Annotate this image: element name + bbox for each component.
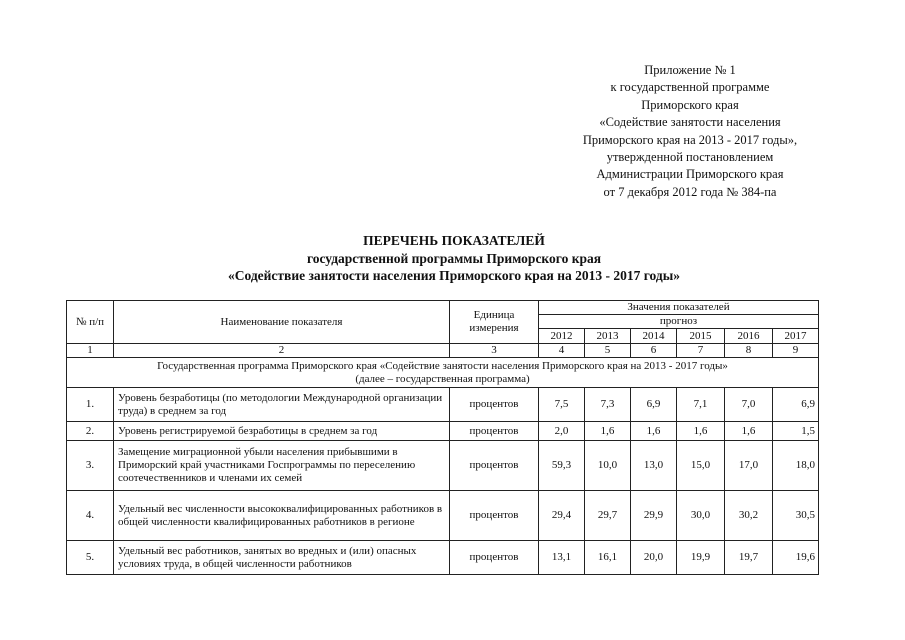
column-numbers-row [67,344,819,358]
column-number: 9 [773,344,819,358]
value-cell: 13,1 [539,541,585,575]
year-cell: 2017 [773,329,819,344]
value-cell: 16,1 [585,541,631,575]
year-cell: 2015 [677,329,725,344]
annex-line: к государственной программе [610,80,770,95]
value-cell: 1,6 [631,422,677,441]
value-cell: 19,9 [677,541,725,575]
header-row [67,301,819,315]
annex-line: от 7 декабря 2012 года № 384-па [603,184,777,199]
table-row [67,441,819,491]
value-cell: 7,1 [677,388,725,422]
year-cell: 2016 [725,329,773,344]
value-cell: 1,6 [725,422,773,441]
column-number: 7 [677,344,725,358]
value-cell: 30,5 [773,491,819,541]
row-number: 2. [67,422,114,441]
column-number: 1 [67,344,114,358]
unit-cell: процентов [450,441,539,491]
value-cell: 15,0 [677,441,725,491]
value-cell: 2,0 [539,422,585,441]
document-heading [140,232,768,285]
value-cell: 20,0 [631,541,677,575]
heading-line: государственной программы Приморского края [306,250,602,266]
indicator-name: Уровень безработицы (по методологии Международной организации труда) в среднем за год [114,388,450,422]
unit-cell: процентов [450,422,539,441]
unit-cell: процентов [450,388,539,422]
column-number: 4 [539,344,585,358]
column-number: 3 [450,344,539,358]
value-cell: 30,0 [677,491,725,541]
value-cell: 30,2 [725,491,773,541]
indicator-name: Удельный вес работников, занятых во вредных и (или) опасных условиях труда, в общей численности работников [114,541,450,575]
heading-line: «Содействие занятости населения Приморского края на 2013 - 2017 годы» [227,268,681,283]
program-subtitle: (далее – государственная программа) [355,372,530,385]
col-name-header: Наименование показателя [114,301,450,344]
unit-cell: процентов [450,491,539,541]
value-cell: 1,6 [677,422,725,441]
program-title: Государственная программа Приморского края «Содействие занятости населения Приморского края на 2013 - 2017 годы» [157,359,728,372]
row-number: 3. [67,441,114,491]
value-cell: 59,3 [539,441,585,491]
row-number: 5. [67,541,114,575]
indicators-table [66,300,819,575]
year-cell: 2013 [585,329,631,344]
annex-note [540,62,840,201]
forecast-header: прогноз [539,315,819,329]
annex-line: Приморского края [641,97,739,112]
table-row [67,541,819,575]
value-cell: 7,0 [725,388,773,422]
table-row [67,388,819,422]
value-cell: 6,9 [773,388,819,422]
col-num-header: № п/п [67,301,114,344]
indicator-name: Уровень регистрируемой безработицы в среднем за год [114,422,450,441]
value-cell: 29,7 [585,491,631,541]
annex-line: Приморского края на 2013 - 2017 годы», [582,132,798,147]
annex-line: Приложение № 1 [644,63,736,77]
value-cell: 6,9 [631,388,677,422]
value-cell: 13,0 [631,441,677,491]
table-row [67,422,819,441]
column-number: 6 [631,344,677,358]
value-cell: 1,5 [773,422,819,441]
table-row [67,491,819,541]
year-cell: 2014 [631,329,677,344]
column-number: 5 [585,344,631,358]
value-cell: 29,9 [631,491,677,541]
indicator-name: Удельный вес численности высококвалифицированных работников в общей численности квалифицированных работников в регионе [114,491,450,541]
annex-line: утвержденной постановлением [606,150,774,165]
value-cell: 7,5 [539,388,585,422]
indicator-name: Замещение миграционной убыли населения прибывшими в Приморский край участниками Госпрограммы по переселению соотечественников и членами их семей [114,441,450,491]
value-cell: 7,3 [585,388,631,422]
row-number: 1. [67,388,114,422]
col-unit-header: Единица измерения [450,301,539,344]
row-number: 4. [67,491,114,541]
column-number: 2 [114,344,450,358]
column-number: 8 [725,344,773,358]
year-cell: 2012 [539,329,585,344]
annex-line: Администрации Приморского края [596,167,784,182]
value-cell: 29,4 [539,491,585,541]
unit-cell: процентов [450,541,539,575]
program-row [67,358,819,388]
annex-line: «Содействие занятости населения [599,115,781,130]
value-cell: 19,7 [725,541,773,575]
value-cell: 19,6 [773,541,819,575]
program-title-cell [67,358,819,388]
heading-title: ПЕРЕЧЕНЬ ПОКАЗАТЕЛЕЙ [363,233,545,248]
value-cell: 10,0 [585,441,631,491]
value-cell: 18,0 [773,441,819,491]
value-cell: 1,6 [585,422,631,441]
value-cell: 17,0 [725,441,773,491]
values-header: Значения показателей [539,301,819,315]
